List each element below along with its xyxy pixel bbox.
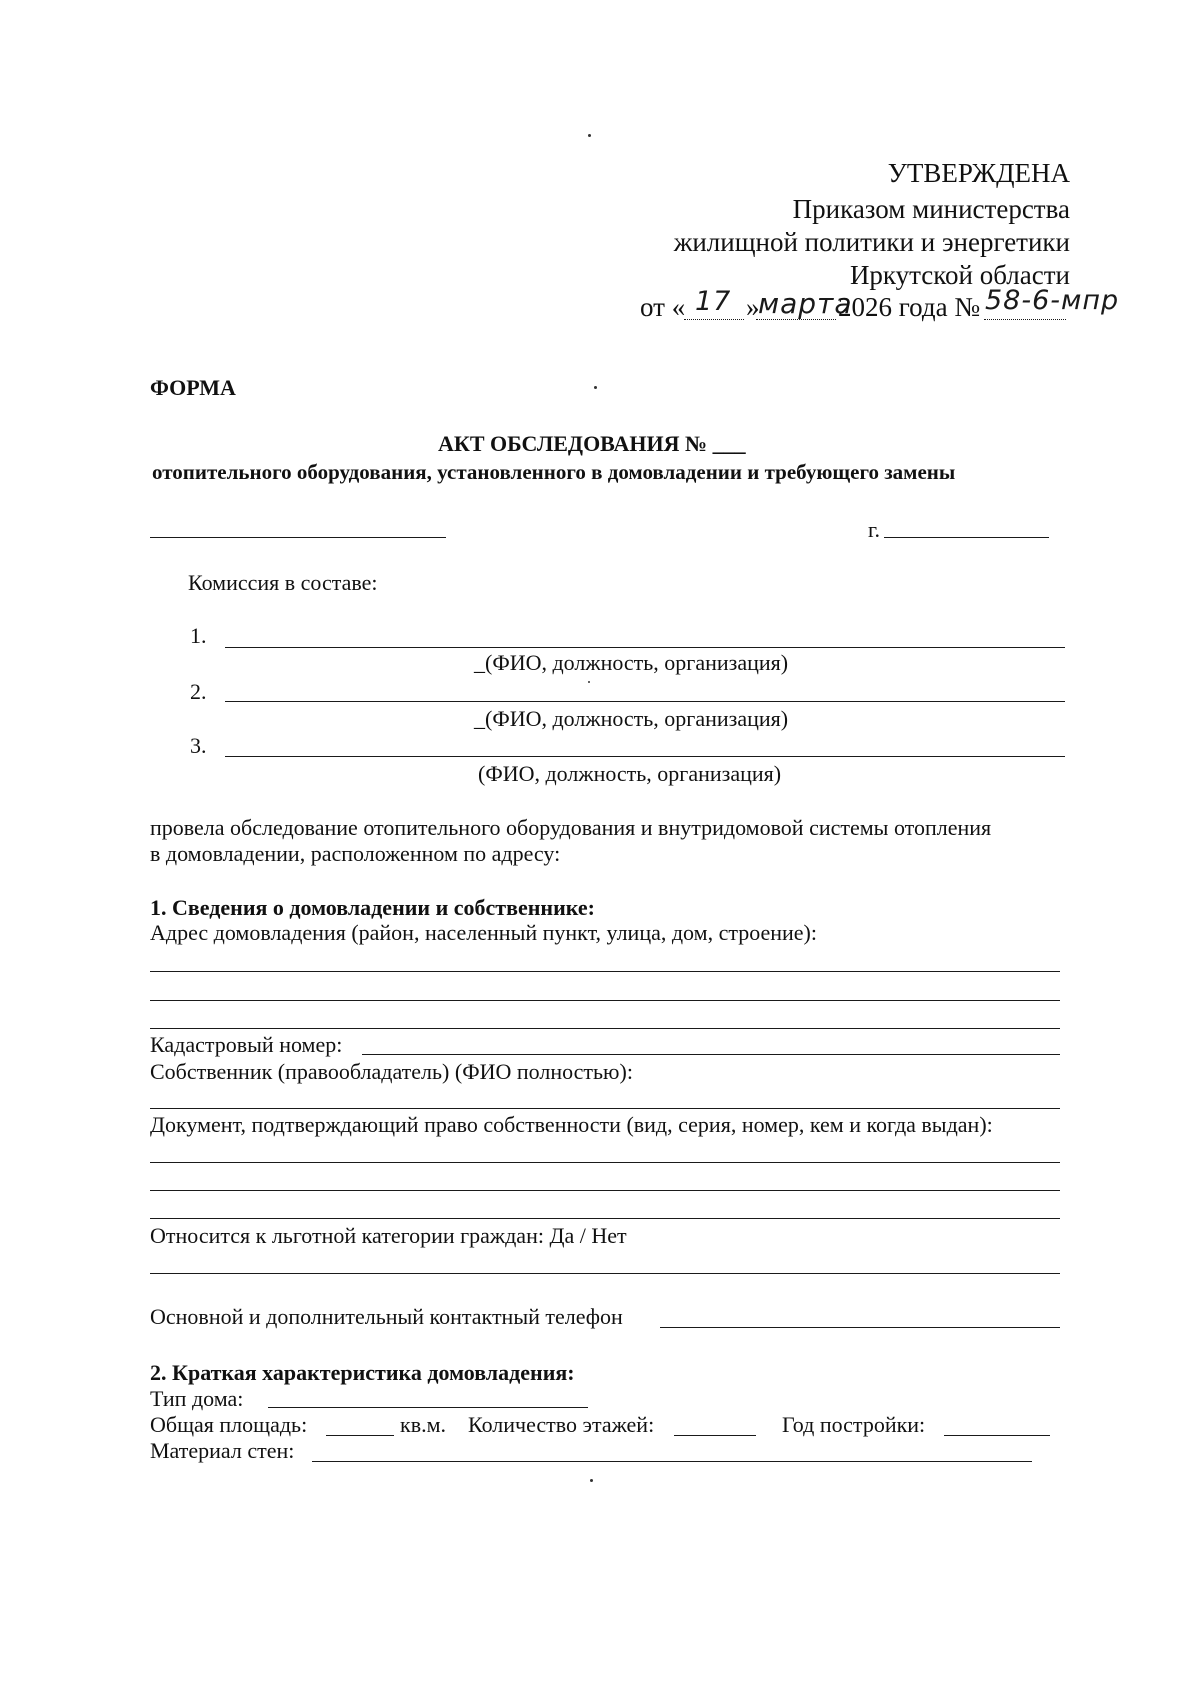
survey-text-line-1: провела обследование отопительного оборудования и внутридомовой системы отопления bbox=[150, 815, 992, 840]
approval-line-3: Иркутской области bbox=[849, 260, 1070, 290]
benefit-field[interactable] bbox=[150, 1273, 1060, 1274]
approval-number-handwritten: 58-6-мпр bbox=[985, 285, 1120, 316]
address-field-2[interactable] bbox=[150, 1000, 1060, 1001]
member-number: 2. bbox=[190, 679, 207, 704]
city-prefix: г. bbox=[868, 517, 881, 542]
section-1-heading: 1. Сведения о домовладении и собственнике: bbox=[150, 895, 596, 920]
scan-speck bbox=[588, 681, 590, 683]
floors-label: Количество этажей: bbox=[468, 1412, 655, 1437]
area-field[interactable] bbox=[326, 1435, 394, 1436]
owner-field[interactable] bbox=[150, 1108, 1060, 1109]
approval-day-underline bbox=[684, 319, 744, 320]
address-field-1[interactable] bbox=[150, 971, 1060, 972]
scan-speck bbox=[594, 386, 597, 389]
cadastral-field[interactable] bbox=[362, 1054, 1060, 1055]
approval-date-prefix: от « bbox=[640, 292, 686, 322]
approval-line-1: Приказом министерства bbox=[792, 194, 1070, 224]
benefit-label: Относится к льготной категории граждан: Да / Нет bbox=[150, 1223, 627, 1248]
document-field-1[interactable] bbox=[150, 1162, 1060, 1163]
member-2-field[interactable] bbox=[225, 701, 1065, 702]
document-field-3[interactable] bbox=[150, 1218, 1060, 1219]
phone-field[interactable] bbox=[660, 1327, 1060, 1328]
area-label: Общая площадь: bbox=[150, 1412, 308, 1437]
act-title: АКТ ОБСЛЕДОВАНИЯ № ___ bbox=[438, 431, 746, 456]
document-label: Документ, подтверждающий право собственности (вид, серия, номер, кем и когда выдан): bbox=[150, 1112, 993, 1137]
approval-stamp: УТВЕРЖДЕНА bbox=[887, 158, 1070, 188]
survey-text-line-2: в домовладении, расположенном по адресу: bbox=[150, 841, 561, 866]
walls-field[interactable] bbox=[312, 1461, 1032, 1462]
approval-year-text: 2026 года № bbox=[838, 292, 981, 322]
member-3-field[interactable] bbox=[225, 756, 1065, 757]
place-field[interactable] bbox=[150, 537, 446, 538]
member-caption: (ФИО, должность, организация) bbox=[478, 761, 782, 786]
section-2-heading: 2. Краткая характеристика домовладения: bbox=[150, 1360, 575, 1385]
approval-month-handwritten: марта bbox=[758, 287, 853, 320]
member-caption: _(ФИО, должность, организация) bbox=[474, 650, 789, 675]
house-type-field[interactable] bbox=[268, 1407, 588, 1408]
member-caption: _(ФИО, должность, организация) bbox=[474, 706, 789, 731]
member-number: 3. bbox=[190, 733, 207, 758]
commission-intro: Комиссия в составе: bbox=[188, 570, 378, 595]
approval-quote-close: » bbox=[746, 292, 760, 322]
city-field[interactable] bbox=[884, 537, 1049, 538]
scan-speck bbox=[588, 134, 591, 137]
approval-month-underline bbox=[756, 319, 836, 320]
floors-field[interactable] bbox=[674, 1435, 756, 1436]
area-unit: кв.м. bbox=[400, 1412, 446, 1437]
year-label: Год постройки: bbox=[782, 1412, 926, 1437]
walls-label: Материал стен: bbox=[150, 1438, 295, 1463]
owner-label: Собственник (правообладатель) (ФИО полностью): bbox=[150, 1059, 633, 1084]
approval-line-2: жилищной политики и энергетики bbox=[673, 227, 1070, 257]
year-field[interactable] bbox=[944, 1435, 1050, 1436]
scan-speck bbox=[590, 1479, 593, 1482]
house-type-label: Тип дома: bbox=[150, 1386, 244, 1411]
phone-label: Основной и дополнительный контактный телефон bbox=[150, 1304, 623, 1329]
address-field-3[interactable] bbox=[150, 1028, 1060, 1029]
member-number: 1. bbox=[190, 623, 207, 648]
approval-day-handwritten: 17 bbox=[695, 286, 732, 317]
cadastral-label: Кадастровый номер: bbox=[150, 1032, 343, 1057]
address-label: Адрес домовладения (район, населенный пункт, улица, дом, строение): bbox=[150, 920, 817, 945]
form-label: ФОРМА bbox=[150, 375, 236, 400]
member-1-field[interactable] bbox=[225, 647, 1065, 648]
approval-number-underline bbox=[984, 319, 1066, 320]
document-field-2[interactable] bbox=[150, 1190, 1060, 1191]
act-subtitle: отопительного оборудования, установленного в домовладении и требующего замены bbox=[152, 460, 956, 484]
